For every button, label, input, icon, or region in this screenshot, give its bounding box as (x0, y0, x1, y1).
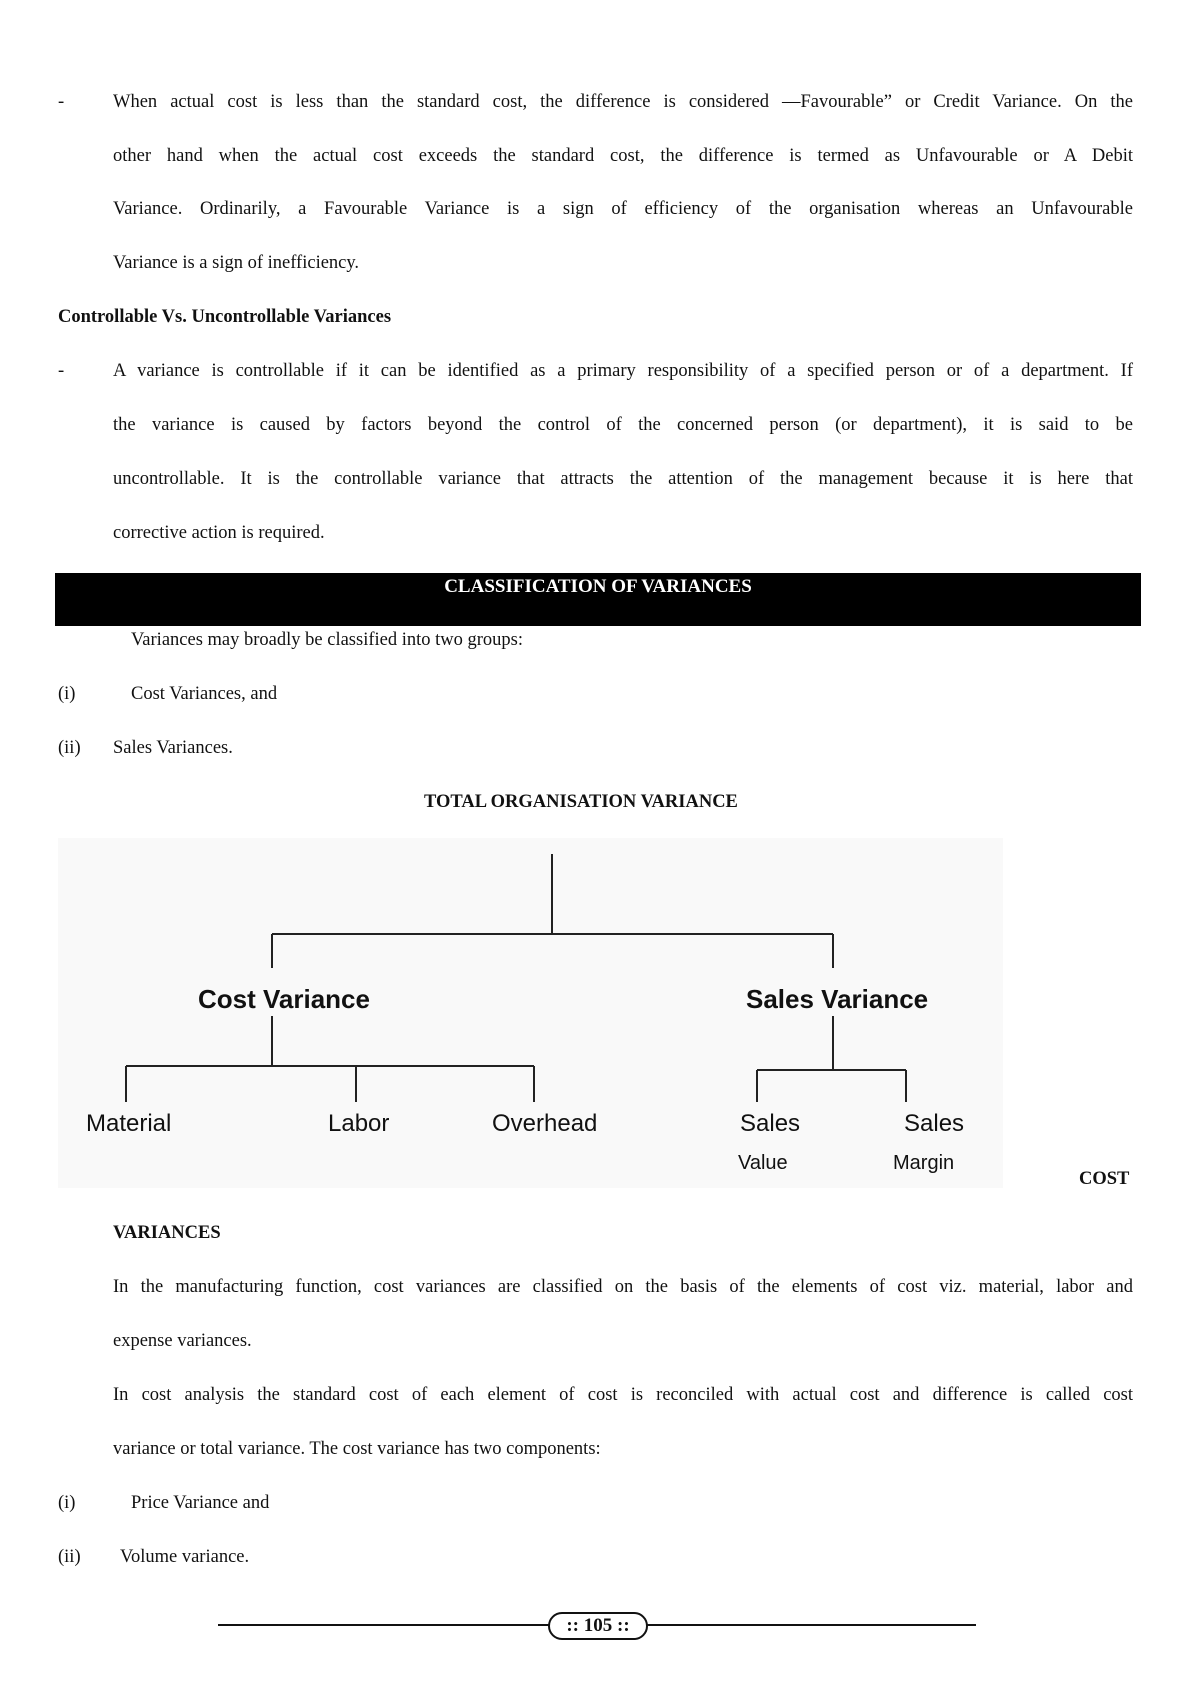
sales-value-node: Sales (740, 1110, 801, 1137)
paragraph-line: other hand when the actual cost exceeds the standard cost, the difference is termed as Unfavourable or A Debit (113, 146, 1133, 166)
list-item: Cost Variances, and (131, 684, 278, 704)
paragraph-line: In the manufacturing function, cost variances are classified on the basis of the elements of cost viz. material, labor and (113, 1277, 1133, 1297)
list-marker: (ii) (58, 1547, 81, 1567)
cost-heading-part2: VARIANCES (113, 1223, 221, 1243)
paragraph-line: expense variances. (113, 1331, 252, 1351)
labor-node: Labor (328, 1110, 390, 1137)
paragraph-line: variance or total variance. The cost variance has two components: (113, 1439, 601, 1459)
paragraph-line: In cost analysis the standard cost of each element of cost is reconciled with actual cost and difference is called cost (113, 1385, 1133, 1405)
paragraph-line: the variance is caused by factors beyond the control of the concerned person (or department), it is said to be (113, 415, 1133, 435)
list-item: Volume variance. (120, 1547, 250, 1567)
bullet-marker: - (58, 361, 65, 381)
cost-variance-node: Cost Variance (198, 984, 370, 1014)
sales-margin-subtext: Margin (893, 1152, 955, 1174)
section-heading: Controllable Vs. Uncontrollable Variances (58, 307, 392, 327)
list-marker: (i) (58, 684, 76, 704)
sales-value-subtext: Value (738, 1152, 788, 1174)
material-node: Material (86, 1110, 172, 1137)
bullet-marker: - (58, 92, 65, 112)
footer-rule-right (642, 1624, 976, 1626)
paragraph-line: uncontrollable. It is the controllable variance that attracts the attention of the management because it is here that (113, 469, 1133, 489)
section-banner (55, 573, 1141, 626)
cost-heading-part1: COST (1079, 1169, 1130, 1189)
list-marker: (ii) (58, 738, 81, 758)
paragraph-line: corrective action is required. (113, 523, 325, 543)
sales-variance-node: Sales Variance (746, 984, 929, 1014)
intro-text: Variances may broadly be classified into two groups: (131, 630, 523, 650)
paragraph-line: Variance is a sign of inefficiency. (113, 253, 360, 273)
overhead-node: Overhead (492, 1110, 598, 1137)
list-marker: (i) (58, 1493, 76, 1513)
list-item: Sales Variances. (113, 738, 233, 758)
list-item: Price Variance and (131, 1493, 270, 1513)
diagram-title: TOTAL ORGANISATION VARIANCE (424, 792, 738, 812)
paragraph-line: Variance. Ordinarily, a Favourable Variance is a sign of efficiency of the organisation whereas an Unfavourable (113, 199, 1133, 219)
variance-tree-diagram (58, 838, 1003, 1188)
page-number-text: :: 105 :: (566, 1615, 630, 1636)
banner-title: CLASSIFICATION OF VARIANCES (444, 576, 752, 597)
page-number (548, 1612, 648, 1640)
sales-margin-node: Sales (904, 1110, 965, 1137)
paragraph-line: When actual cost is less than the standard cost, the difference is considered —Favourable” or Credit Variance. On the (113, 92, 1133, 112)
footer-rule-left (218, 1624, 550, 1626)
paragraph-line: A variance is controllable if it can be identified as a primary responsibility of a specified person or of a department. If (113, 361, 1133, 381)
